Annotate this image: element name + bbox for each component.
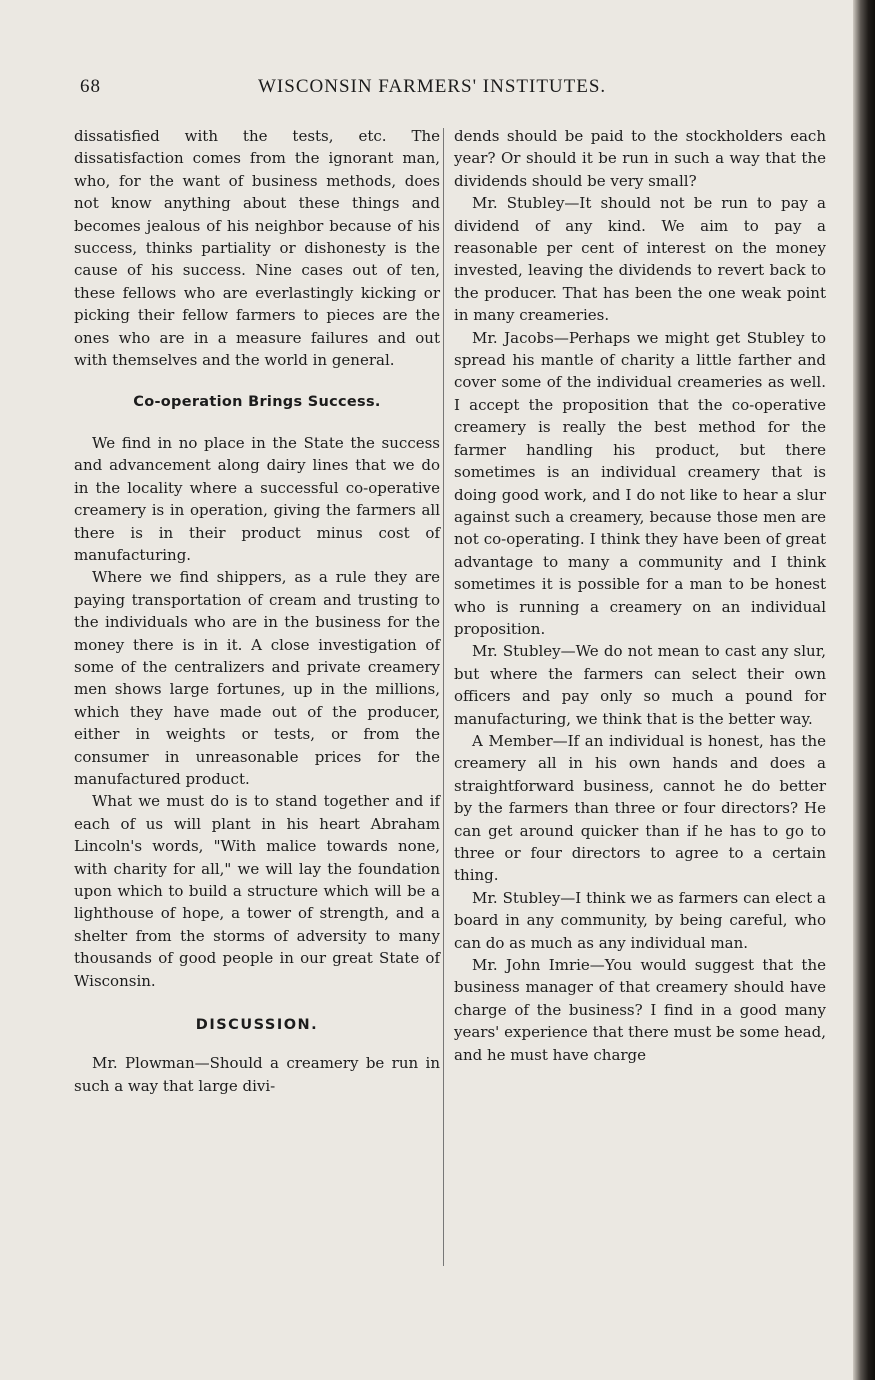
paragraph: What we must do is to stand together and if each of us will plant in his heart Abraham Lincoln's words, "With malice towards none, with charity for all," we will lay the foundation upon which to build a structure which will be a lighthouse of hope, a tower of strength, and a shelter from the storms of adversity to many thousands of good people in our great State of Wisconsin. [74, 792, 440, 990]
left-column [74, 125, 440, 1097]
section-heading: Co-operation Brings Success. [133, 394, 381, 411]
discussion-heading: DISCUSSION. [195, 1017, 319, 1034]
paragraph: Mr. Jacobs—Perhaps we might get Stubley to spread his mantle of charity a little farther and cover some of the individual creameries as well. I accept the proposition that the co-operative creamery is really the best method for the farmer handling his product, but there sometimes is an individual creamery that is doing good work, and I do not like to hear a slur against such a creamery, because those men are not co-operating. I think they have been of great advantage to many a community and I think sometimes it is possible for a man to be honest who is running a creamery on an individual proposition. [454, 328, 826, 638]
paragraph: Mr. Stubley—I think we as farmers can elect a board in any community, by being careful, who can do as much as any individual man. [454, 888, 826, 952]
paragraph: We find in no place in the State the success and advancement along dairy lines that we do in the locality where a successful co-operative creamery is in operation, giving the farmers all there is in their product minus cost of manufacturing. [74, 433, 440, 564]
page-number: 68 [80, 76, 101, 97]
book-spine-shadow [853, 0, 875, 1380]
paragraph: A Member—If an individual is honest, has the creamery all in his own hands and does a straightforward business, cannot he do better by the farmers than three or four directors? He can get around quicker than if he has to go to three or four directors to agree to a certain thing. [454, 731, 826, 885]
paragraph: Where we find shippers, as a rule they are paying transportation of cream and trusting to the individuals who are in the business for the money there is in it. A close investigation of some of the centralizers and private creamery men shows large fortunes, up in the millions, which they have made out of the producer, either in weights or tests, or from the consumer in unreasonable prices for the manufactured product. [74, 568, 440, 788]
column-divider [443, 128, 444, 1266]
right-column [454, 125, 826, 1066]
paragraph: dends should be paid to the stockholders each year? Or should it be run in such a way that the dividends should be very small? [454, 127, 826, 190]
paragraph: dissatisfied with the tests, etc. The dissatisfaction comes from the ignorant man, who, for the want of business methods, does not know anything about these things and becomes jealous of his neighbor because of his success, thinks partiality or dishonesty is the cause of his success. Nine cases out of ten, these fellows who are everlastingly kicking or picking their fellow farmers to pieces are the ones who are in a measure failures and out with themselves and the world in general. [74, 127, 440, 370]
paragraph: Mr. John Imrie—You would suggest that the business manager of that creamery should have charge of the business? I find in a good many years' experience that there must be some head, and he must have charge [454, 956, 826, 1064]
paragraph: Mr. Stubley—We do not mean to cast any slur, but where the farmers can select their own officers and pay only so much a pound for manufacturing, we think that is the better way. [454, 642, 826, 728]
paragraph: Mr. Stubley—It should not be run to pay a dividend of any kind. We aim to pay a reasonable per cent of interest on the money invested, leaving the dividends to revert back to the producer. That has been the one weak point in many creameries. [454, 194, 826, 325]
running-title: WISCONSIN FARMERS' INSTITUTES. [258, 76, 607, 97]
page-header [80, 76, 820, 102]
paragraph: Mr. Plowman—Should a creamery be run in such a way that large divi- [74, 1054, 440, 1095]
